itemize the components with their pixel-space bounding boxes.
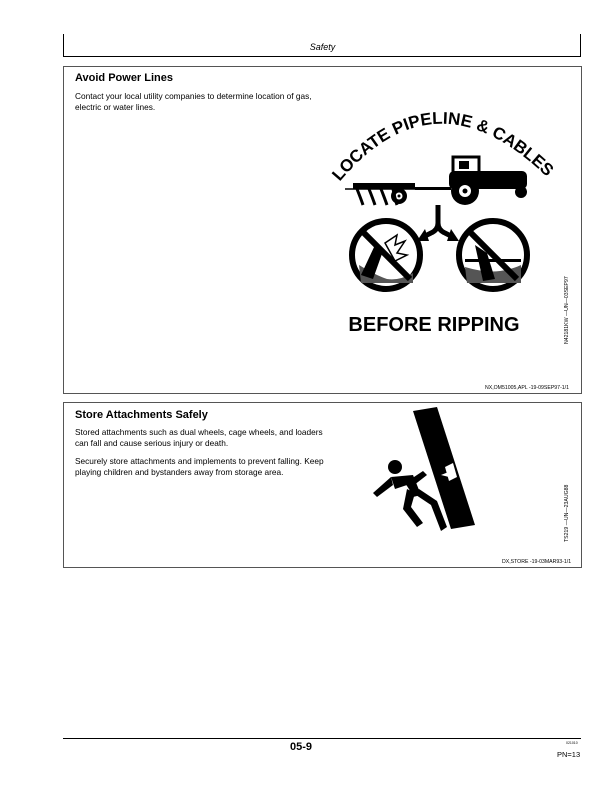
- section-title: Store Attachments Safely: [75, 409, 208, 421]
- section-title: Avoid Power Lines: [75, 72, 174, 84]
- tractor-icon: [415, 157, 527, 205]
- header-bottom-rule: [63, 56, 581, 57]
- doc-ref: DX,STORE -19-03MAR93-1/1: [502, 559, 572, 565]
- left-prohibition-icon: [352, 221, 420, 289]
- ripper-icon: [345, 183, 415, 205]
- doc-ref: NX,OM51005,APL -19-09SEP97-1/1: [485, 385, 570, 391]
- image-ref: N42181KW —UN—03SEP97: [564, 276, 570, 344]
- pn-label: PN=13: [557, 750, 581, 759]
- page-number: 05-9: [290, 741, 313, 753]
- arc-text-path: LOCATE PIPELINE & CABLES: [328, 108, 558, 185]
- right-prohibition-icon: [459, 221, 527, 289]
- section-paragraph: Stored attachments such as dual wheels, cage wheels, and loaders can fall and cause serious injury or death.: [75, 427, 323, 448]
- locate-pipeline-illustration: [325, 95, 565, 345]
- falling-panel-icon: [413, 407, 475, 529]
- falling-attachment-illustration: [365, 405, 495, 545]
- split-arrow-icon: [417, 205, 459, 241]
- before-ripping-text: BEFORE RIPPING: [348, 314, 520, 336]
- small-code: 021010: [566, 741, 578, 745]
- section-paragraph: Securely store attachments and implements to prevent falling. Keep playing children and bystanders away from storage area.: [75, 456, 324, 477]
- image-ref: TS219 —UN—23AUG88: [564, 484, 570, 542]
- section-paragraph: Contact your local utility companies to determine location of gas, electric or water lines.: [75, 91, 312, 112]
- header-title: Safety: [309, 42, 336, 52]
- footer-rule: [63, 738, 581, 739]
